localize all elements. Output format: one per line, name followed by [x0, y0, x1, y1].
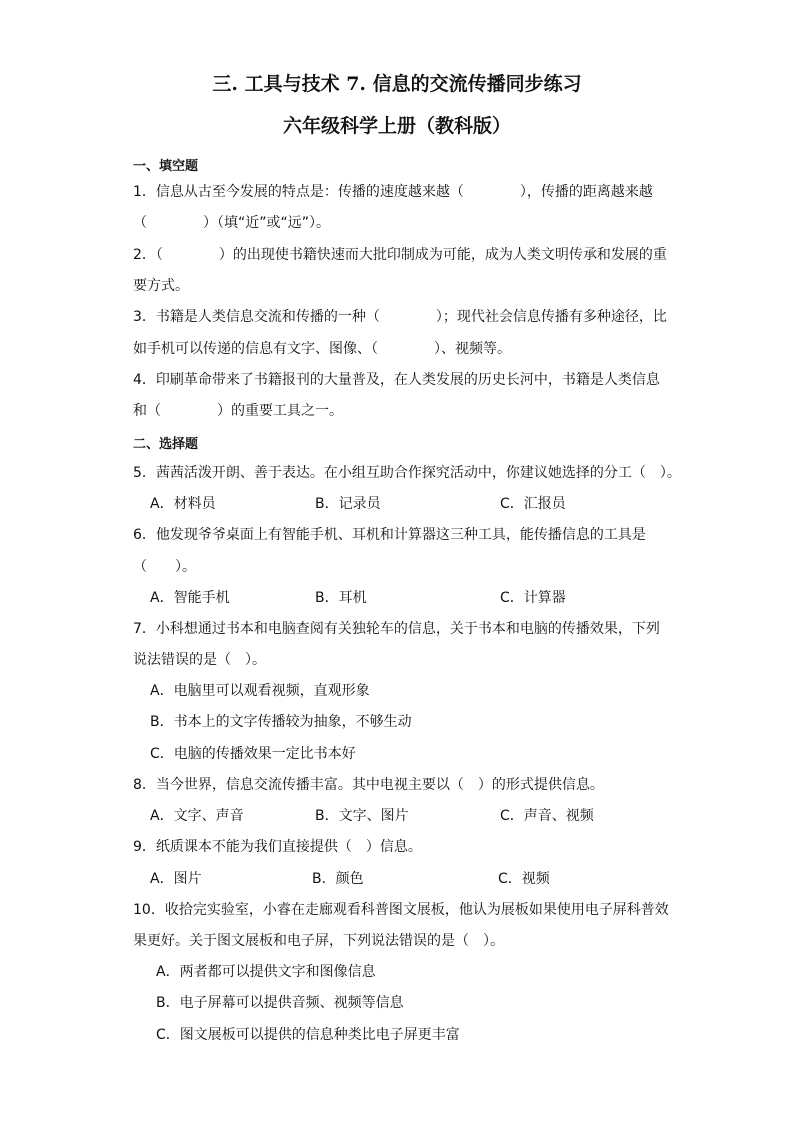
question-7-line-2: 说法错误的是（ ）。: [133, 652, 266, 668]
question-7-option-b: B．书本上的文字传播较为抽象，不够生动: [150, 714, 412, 730]
question-7-option-a: A．电脑里可以观看视频，直观形象: [150, 683, 370, 699]
question-7-line-1: 7．小科想通过书本和电脑查阅有关独轮车的信息，关于书本和电脑的传播效果，下列: [133, 621, 660, 637]
question-8-option-c: C．声音、视频: [500, 808, 594, 824]
question-9-option-c: C．视频: [498, 871, 550, 887]
question-1-line-2: （ ）（填“近”或“远”）。: [133, 215, 331, 231]
question-8-option-a: A．文字、声音: [150, 808, 244, 824]
question-10-option-c: C．图文展板可以提供的信息种类比电子屏更丰富: [156, 1027, 460, 1043]
question-6-line-2: （ ）。: [133, 559, 196, 575]
question-2-line-2: 要方式。: [133, 278, 189, 294]
question-7-option-c: C．电脑的传播效果一定比书本好: [150, 746, 356, 762]
worksheet-subtitle: 六年级科学上册（教科版）: [282, 115, 511, 137]
question-1-line-1: 1．信息从古至今发展的特点是：传播的速度越来越（ ），传播的距离越来越: [133, 184, 653, 200]
question-4-line-1: 4．印刷革命带来了书籍报刊的大量普及，在人类发展的历史长河中，书籍是人类信息: [133, 372, 660, 388]
question-5-option-b: B．记录员: [315, 496, 381, 512]
section-heading-fill-blank: 一、填空题: [133, 159, 199, 174]
question-2-line-1: 2．（ ）的出现使书籍快速而大批印制成为可能，成为人类文明传承和发展的重: [133, 247, 667, 263]
question-6-line-1: 6．他发现爷爷桌面上有智能手机、耳机和计算器这三种工具，能传播信息的工具是: [133, 527, 646, 543]
question-10-option-b: B．电子屏幕可以提供音频、视频等信息: [156, 995, 404, 1011]
question-9-stem: 9．纸质课本不能为我们直接提供（ ）信息。: [133, 839, 422, 855]
question-10-option-a: A．两者都可以提供文字和图像信息: [156, 964, 376, 980]
question-6-option-c: C．计算器: [500, 590, 566, 606]
question-10-line-2: 果更好。关于图文展板和电子屏，下列说法错误的是（ ）。: [133, 933, 504, 949]
section-heading-multiple-choice: 二、选择题: [133, 437, 199, 452]
question-9-option-b: B．颜色: [312, 871, 364, 887]
question-5-stem: 5．茜茜活泼开朗、善于表达。在小组互助合作探究活动中，你建议她选择的分工（ ）。: [133, 465, 681, 481]
question-6-option-a: A．智能手机: [150, 590, 230, 606]
question-8-stem: 8．当今世界，信息交流传播丰富。其中电视主要以（ ）的形式提供信息。: [133, 777, 604, 793]
question-6-option-b: B．耳机: [315, 590, 367, 606]
question-4-line-2: 和（ ）的重要工具之一。: [133, 403, 343, 419]
question-3-line-2: 如手机可以传递的信息有文字、图像、（ ）、视频等。: [133, 341, 511, 357]
worksheet-title: 三. 工具与技术 7. 信息的交流传播同步练习: [212, 73, 582, 95]
question-5-option-a: A．材料员: [150, 496, 216, 512]
question-3-line-1: 3．书籍是人类信息交流和传播的一种（ ）；现代社会信息传播有多种途径，比: [133, 309, 667, 325]
question-8-option-b: B．文字、图片: [315, 808, 409, 824]
question-5-option-c: C．汇报员: [500, 496, 566, 512]
question-10-line-1: 10．收拾完实验室，小睿在走廊观看科普图文展板，他认为展板如果使用电子屏科普效: [133, 902, 669, 918]
question-9-option-a: A．图片: [150, 871, 202, 887]
